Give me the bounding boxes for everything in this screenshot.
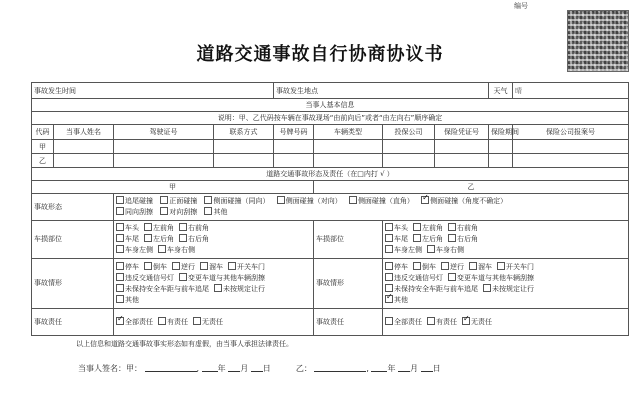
damage-label-a <box>32 221 114 259</box>
checkbox-checked[interactable] <box>116 317 124 325</box>
party-info-heading: 当事人基本信息 <box>32 99 629 112</box>
party-b-insurer-field[interactable] <box>383 154 435 168</box>
option-label: 左前角 <box>153 224 174 232</box>
option-label: 追尾碰撞 <box>125 197 153 205</box>
liability-label-a <box>32 309 114 336</box>
situation-label-a <box>32 259 114 309</box>
checkbox[interactable] <box>179 273 187 281</box>
column-header: 代码 <box>32 125 54 140</box>
option-label: 有责任 <box>167 317 188 326</box>
column-header: 联系方式 <box>214 125 274 140</box>
checkbox[interactable] <box>160 196 168 204</box>
column-header: 车辆类型 <box>314 125 383 140</box>
accident-time-field[interactable] <box>32 83 274 99</box>
option-label: 左前角 <box>422 224 443 232</box>
accident-form-options <box>114 194 629 221</box>
option-label: 未按规定让行 <box>223 284 265 293</box>
party-b-vehicle-type-field[interactable] <box>314 154 383 168</box>
option-label: 右后角 <box>188 235 209 243</box>
checkbox[interactable] <box>448 273 456 281</box>
party-b-heading: 乙 <box>314 181 629 194</box>
checkbox[interactable] <box>427 317 435 325</box>
accident-basic-row <box>32 83 629 99</box>
column-header: 驾驶证号 <box>114 125 214 140</box>
situation-label-b <box>314 259 383 309</box>
option-opposite-scrape[interactable] <box>160 208 197 216</box>
option-label: 逆行 <box>450 262 464 271</box>
checkbox[interactable] <box>160 207 168 215</box>
checkbox[interactable] <box>116 234 124 242</box>
signature-label: 当事人签名：甲： <box>78 364 142 373</box>
party-a-signature-field[interactable] <box>145 363 197 372</box>
declaration-text: 以上信息和道路交通事故事实形态如有虚假，由当事人承担法律责任。 <box>76 340 293 348</box>
checkbox-checked[interactable] <box>421 196 429 204</box>
option-label: 违反交通信号灯 <box>125 273 174 282</box>
option-label: 车身右侧 <box>167 246 195 254</box>
damage-label-text: 车损部位 <box>34 235 62 243</box>
party-b-plate-field[interactable] <box>274 154 314 168</box>
checkbox[interactable] <box>193 317 201 325</box>
option-label: 车头 <box>394 224 408 232</box>
accident-form-row <box>32 194 629 221</box>
weather-label: 天气 <box>489 83 513 99</box>
option-label: 车头 <box>125 224 139 232</box>
checkbox[interactable] <box>116 207 124 215</box>
option-label: 同向刮擦 <box>125 208 153 216</box>
damage-options-a <box>114 221 314 259</box>
accident-place-field[interactable] <box>274 83 489 99</box>
accident-time-label: 事故发生时间 <box>34 86 76 95</box>
party-a-insurer-field[interactable] <box>383 140 435 154</box>
checkbox[interactable] <box>200 262 208 270</box>
checkbox[interactable] <box>179 234 187 242</box>
checkbox[interactable] <box>116 295 124 303</box>
situation-options-a <box>114 259 314 309</box>
checkbox[interactable] <box>204 207 212 215</box>
option-label: 未保持安全车距与前车追尾 <box>125 284 209 293</box>
checkbox-checked[interactable] <box>385 295 393 303</box>
party-info-header-row <box>32 125 629 140</box>
option-other[interactable] <box>204 208 227 216</box>
option-label: 全部责任 <box>394 317 422 326</box>
party-b-license-field[interactable] <box>114 154 214 168</box>
damage-label-b <box>314 221 383 259</box>
column-header: 当事人姓名 <box>54 125 114 140</box>
day-label: 日 <box>432 364 441 373</box>
party-a-policy-field[interactable] <box>435 140 489 154</box>
option-label: 车尾 <box>394 235 408 243</box>
checkbox[interactable] <box>413 234 421 242</box>
checkbox[interactable] <box>228 262 236 270</box>
accident-place-label: 事故发生地点 <box>276 86 318 95</box>
checkbox[interactable] <box>349 196 357 204</box>
damage-options-b <box>383 221 629 259</box>
day-label: 日 <box>262 364 271 373</box>
weather-field[interactable] <box>513 83 629 99</box>
option-label: 溜车 <box>478 262 492 271</box>
checkbox-checked[interactable] <box>462 317 470 325</box>
checkbox[interactable] <box>204 196 212 204</box>
situation-label-text: 事故情形 <box>316 279 344 287</box>
party-b-phone-field[interactable] <box>214 154 274 168</box>
option-label: 未按规定让行 <box>492 284 534 293</box>
option-label: 逆行 <box>181 262 195 271</box>
party-a-heading: 甲 <box>32 181 314 194</box>
accident-form-label <box>32 194 114 221</box>
liability-options-b <box>383 309 629 336</box>
signature-line: 当事人签名：甲： , 年 月 日 乙： , 年 月 日 <box>78 364 441 373</box>
option-label: 其他 <box>125 295 139 304</box>
option-label: 车身左侧 <box>125 246 153 254</box>
checkbox[interactable] <box>385 234 393 242</box>
option-label: 右后角 <box>457 235 478 243</box>
option-side-right-angle[interactable] <box>349 197 414 205</box>
option-label: 左后角 <box>153 235 174 243</box>
option-label: 侧面碰撞（直角） <box>357 197 414 205</box>
accident-form-heading: 道路交通事故形态及责任（在□内打 √ ） <box>32 168 629 181</box>
option-label: 有责任 <box>436 317 457 326</box>
party-a-plate-field[interactable] <box>274 140 314 154</box>
option-label: 变更车道与其他车辆刮擦 <box>457 273 534 282</box>
year-label: 年 <box>217 364 226 373</box>
option-label: 侧面碰撞（同向） <box>213 197 270 205</box>
option-side-uncertain[interactable] <box>421 197 507 205</box>
party-b-signature-label: 乙： <box>295 364 312 373</box>
party-a-name-field[interactable] <box>54 140 114 154</box>
checkbox[interactable] <box>413 262 421 270</box>
checkbox[interactable] <box>385 317 393 325</box>
situation-options-b <box>383 259 629 309</box>
option-label: 右前角 <box>457 224 478 232</box>
liability-label-text: 事故责任 <box>34 317 62 326</box>
party-a-year-field[interactable] <box>202 363 218 372</box>
option-label: 车身右侧 <box>436 246 464 254</box>
option-label: 倒车 <box>422 262 436 271</box>
liability-label-b <box>314 309 383 336</box>
column-header: 保险公司报案号 <box>513 125 629 140</box>
checkbox[interactable] <box>116 273 124 281</box>
option-label: 停车 <box>125 262 139 271</box>
option-label: 停车 <box>394 262 408 271</box>
checkbox[interactable] <box>158 317 166 325</box>
checkbox[interactable] <box>497 262 505 270</box>
column-header: 投保公司 <box>383 125 435 140</box>
party-a-row <box>32 140 629 154</box>
checkbox[interactable] <box>116 196 124 204</box>
checkbox[interactable] <box>144 223 152 231</box>
column-header: 号牌号码 <box>274 125 314 140</box>
party-b-code: 乙 <box>32 154 54 168</box>
party-a-day-field[interactable] <box>251 363 263 372</box>
form-title: 道路交通事故自行协商协议书 <box>196 44 444 65</box>
option-label: 无责任 <box>471 317 492 326</box>
option-label: 违反交通信号灯 <box>394 273 443 282</box>
option-label: 溜车 <box>209 262 223 271</box>
checkbox[interactable] <box>214 284 222 292</box>
option-head-on[interactable] <box>160 197 197 205</box>
party-b-signature-field[interactable] <box>314 363 366 372</box>
damage-row <box>32 221 629 259</box>
option-label: 开关车门 <box>506 262 534 271</box>
year-label: 年 <box>387 364 396 373</box>
party-a-code: 甲 <box>32 140 54 154</box>
checkbox[interactable] <box>158 245 166 253</box>
option-label: 其他 <box>213 208 228 216</box>
party-b-policy-field[interactable] <box>435 154 489 168</box>
option-same-scrape[interactable] <box>116 208 153 216</box>
checkbox[interactable] <box>483 284 491 292</box>
month-label: 月 <box>240 364 249 373</box>
column-header: 保险期间 <box>489 125 513 140</box>
option-label: 车身左侧 <box>394 246 422 254</box>
weather-value: 晴 <box>515 86 523 95</box>
checkbox[interactable] <box>144 262 152 270</box>
checkbox[interactable] <box>448 234 456 242</box>
party-b-claim-field[interactable] <box>513 154 629 168</box>
situation-label-text: 事故情形 <box>34 279 62 287</box>
checkbox[interactable] <box>427 245 435 253</box>
option-label: 正面碰撞 <box>169 197 198 205</box>
party-b-year-field[interactable] <box>371 363 387 372</box>
option-label: 左后角 <box>422 235 443 243</box>
party-b-day-field[interactable] <box>421 363 433 372</box>
liability-options-a <box>114 309 314 336</box>
checkbox[interactable] <box>385 245 393 253</box>
option-label: 右前角 <box>188 224 209 232</box>
option-label: 倒车 <box>153 262 167 271</box>
option-label: 无责任 <box>202 317 223 326</box>
option-label: 变更车道与其他车辆刮擦 <box>188 273 265 282</box>
option-label: 侧面碰撞（角度不确定） <box>430 197 508 205</box>
option-label: 全部责任 <box>125 317 153 326</box>
option-label: 其他 <box>394 295 408 304</box>
option-label: 未保持安全车距与前车追尾 <box>394 284 478 293</box>
month-label: 月 <box>410 364 419 373</box>
party-b-period-field[interactable] <box>489 154 513 168</box>
party-b-name-field[interactable] <box>54 154 114 168</box>
party-a-claim-field[interactable] <box>513 140 629 154</box>
serial-number-label: 编号 <box>514 2 528 10</box>
liability-label-text: 事故责任 <box>316 317 344 326</box>
checkbox[interactable] <box>469 262 477 270</box>
damage-label-text: 车损部位 <box>316 235 344 243</box>
party-a-phone-field[interactable] <box>214 140 274 154</box>
checkbox[interactable] <box>441 262 449 270</box>
checkbox[interactable] <box>179 223 187 231</box>
checkbox[interactable] <box>385 262 393 270</box>
agreement-form-table <box>31 82 629 336</box>
party-a-period-field[interactable] <box>489 140 513 154</box>
party-a-license-field[interactable] <box>114 140 214 154</box>
option-label: 开关车门 <box>237 262 265 271</box>
checkbox[interactable] <box>172 262 180 270</box>
column-header: 保险凭证号 <box>435 125 489 140</box>
option-label: 车尾 <box>125 235 139 243</box>
checkbox[interactable] <box>413 223 421 231</box>
party-a-vehicle-type-field[interactable] <box>314 140 383 154</box>
party-a-month-field[interactable] <box>228 363 240 372</box>
checkbox[interactable] <box>448 223 456 231</box>
party-info-note: 说明：甲、乙代码按车辆在事故现场“由前向后”或者“由左向右”顺序确定 <box>32 112 629 125</box>
option-label: 侧面碰撞（对向） <box>285 197 342 205</box>
checkbox[interactable] <box>277 196 285 204</box>
option-label: 对向刮擦 <box>169 208 198 216</box>
checkbox[interactable] <box>116 223 124 231</box>
situation-row <box>32 259 629 309</box>
option-rear-end[interactable] <box>116 197 153 205</box>
option-side-same[interactable] <box>204 197 269 205</box>
checkbox[interactable] <box>144 234 152 242</box>
party-b-row <box>32 154 629 168</box>
checkbox[interactable] <box>116 284 124 292</box>
party-b-month-field[interactable] <box>398 363 410 372</box>
checkbox[interactable] <box>385 273 393 281</box>
accident-form-label-text: 事故形态 <box>34 202 62 211</box>
option-side-opposite[interactable] <box>277 197 342 205</box>
checkbox[interactable] <box>385 223 393 231</box>
liability-row <box>32 309 629 336</box>
checkbox[interactable] <box>116 262 124 270</box>
checkbox[interactable] <box>116 245 124 253</box>
